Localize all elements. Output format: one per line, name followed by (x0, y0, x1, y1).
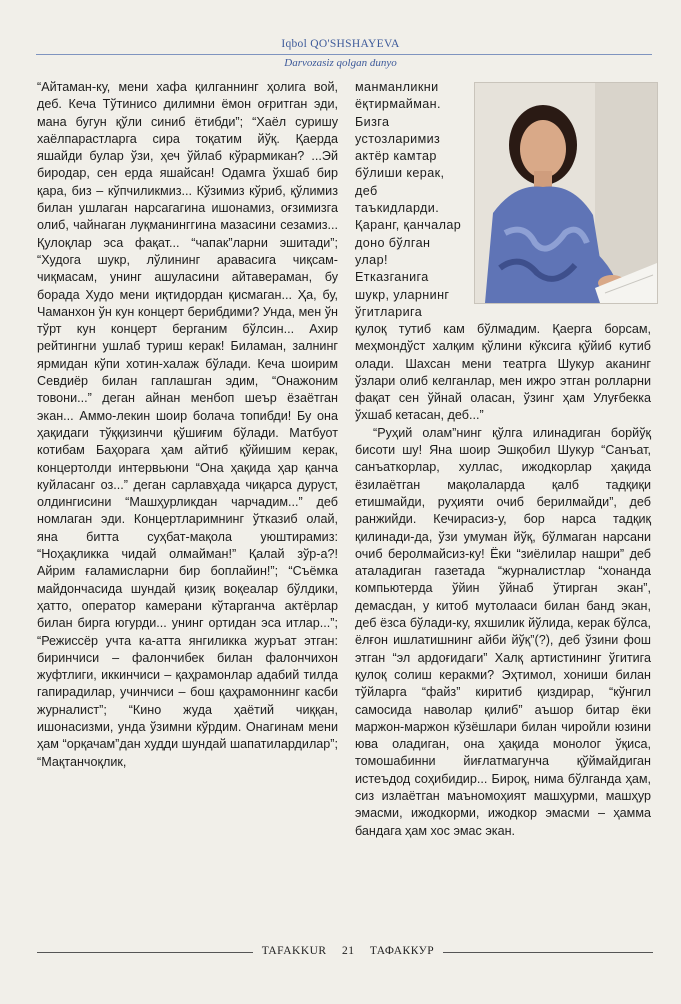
right-column (355, 321, 651, 840)
footer-left-label: TAFAKKUR (261, 945, 327, 957)
portrait-photo-image (475, 83, 657, 303)
header-subtitle: Darvozasiz qolgan dunyo (284, 57, 397, 69)
footer-right-label: ТАФАККУР (369, 945, 435, 957)
footer-rule-right (443, 952, 653, 953)
right-narrow-column (355, 79, 465, 321)
page-number: 21 (341, 945, 355, 957)
left-column (37, 79, 338, 771)
header-author: Iqbol QO'SHSHAYEVA (281, 38, 400, 50)
footer-rule-left (37, 952, 253, 953)
footer (253, 945, 443, 957)
right-paragraph-2: “Руҳий олам”нинг қўлга илинадиган борйўқ бисоти шу! Яна шоир Эшқобил Шукур “Санъат, санъаткорлар, хуллас, ижодкорлар ҳақида ёзилаётган мақолаларда қалб тадқиқи етишмайди, руҳияти очиб берилмайди”, деб ранжийди. Кечирасиз-у, бор нарса тадқиқ қилинади-да, ўзи умуман йўқ, бўлмаган нарсани очиб беролмайсиз-ку! Ёки “зиёлилар нашри” деб аталадиган газетада “журналистлар “хонанда компьютерда ўйин ўйнаб ўтирган экан”, демасдан, у китоб мутолааси билан банд экан, деб ёзса бўлади-ку, яхшилик йўлида, керак бўлса, ёлғон ишлатишнинг айби йўқ”(?), деб ўзини фош этган “эл ардоғидаги” Халқ артистининг ўгитига қулоқ солиш керакми? Эҳтимол, хониши билан тўйларга “файз” киритиб қиздирар, “кўнгил самосида наволар қилиб” аъшор битар ёки маржон-маржон кўзёшлари билан чиройли юзини юва оладиган, она ҳақида монолог ўқиса, томошабинни йиғлатмагунча қўймайдиган истеъдод соҳибидир... Бироқ, нима бўлганда ҳам, сиз излаётган маъномоҳият машҳурми, машҳур эмасми, ижодкорми, ижодкор эмасми – ҳамма бандага ҳам хос эмас экан. (355, 425, 651, 838)
portrait-photo (474, 82, 658, 304)
left-paragraph-1: “Айтаман-ку, мени хафа қилганнинг ҳолига вой, деб. Кеча Тўтинисо дилимни ёмон оғритган эди, мана бугун қўли синиб ётибди”; “Хаёл суришу хаёлпарастларга сира тоқатим йўқ. Қаерда яшайди булар ўзи, ҳеч ўйлаб кўрармикан? ...Эй биродар, сен ерда яшайсан! Одамга ўхшаб бир қара, биз – кўпчиликмиз... Кўзимиз кўриб, қўлимиз билан ушлаган нарсагагина ишонамиз, оғзимизга олиб, чайнаган луқманинггина мазасини сезамиз... Қулоқлар эса фақат... “чапак”ларни эшитади”; “Худога шукр, лўлининг аравасига чиқсам-чиқмасам, унинг ашуласини айтавераман, бу борада Худо мени иқтидордан қисмаган... Ҳа, бу, Чаманхон ўн кун концерт берибдими? Унда, мен ўн тўрт кун концерт берганим бўлсин... Ахир рейтингни ушлаб туриш керак! Биламан, залнинг ярмидан кўпи хотин-халаж бўлади. Кеча шоирим Севдиёр билан гаплашган эдим, “Онажоним товони...” деган айнан менбоп шеър ёзаётган экан... Аммо-лекин шоир болача топибди! Бу она ҳақидаги тўққизинчи қўшиғим бўлади. Матбуот котибам Баҳорага ҳам айтиб қўйишим керак, концертолди интервьюни “Она ҳақида ҳар қанча куйласанг оз...” деган сарлавҳада чиқарса дуруст, олдингисини “Машҳурликдан чарчадим...” деб номлаган эди. Концертларимнинг ўтказиб олай, яна битта суҳбат-мақола уюштирамиз: “Ноҳақликка чидай олмайман!” Қалай зўр-а?! Айрим ғаламисларни бир боплайин!”; “Съёмка майдончасида шундай қизиқ воқеалар бўлдики, ҳатто, оператор камерани кўтарганча актёрлар билан бирга югурди... унинг ортидан эса итлар...”; “Режиссёр учта ка-атта янгиликка журъат этган: биринчиси – фалончибек билан фалончихон жуфтлиги, иккинчиси – қаҳрамонлар адабий тилда гапирадилар, учинчиси – бош қаҳрамоннинг касби журналист”; “Кино жудa ҳаётий чиққан, ишонасизми, унда ўзимни кўрдим. Онагинам мени ҳам “орқачам”дан худди шундай шапатилардилар”; “Мақтанчоқлик, (37, 80, 338, 769)
header-rule (36, 54, 652, 55)
right-paragraph-1: қулоқ тутиб кам бўлмадим. Қаерга борсам, меҳмондўст халқим қўлини кўксига қўйиб кутиб олади. Шахсан мени театрга Шукур аканинг ўзлари олиб келганлар, мен ижро этган ролларни фақат сен ўйнай оласан, ўзинг ҳам Улуғбекка ўхшаб кетасан, деб...” (355, 322, 651, 423)
right-narrow-text: манманликни ёқтирмайман. Бизга устозларимиз актёр камтар бўлиши керак, деб таъкидларди. Қаранг, қанчалар доно бўлган улар! Етказганига шукр, уларнинг ўгитларига (355, 80, 462, 319)
